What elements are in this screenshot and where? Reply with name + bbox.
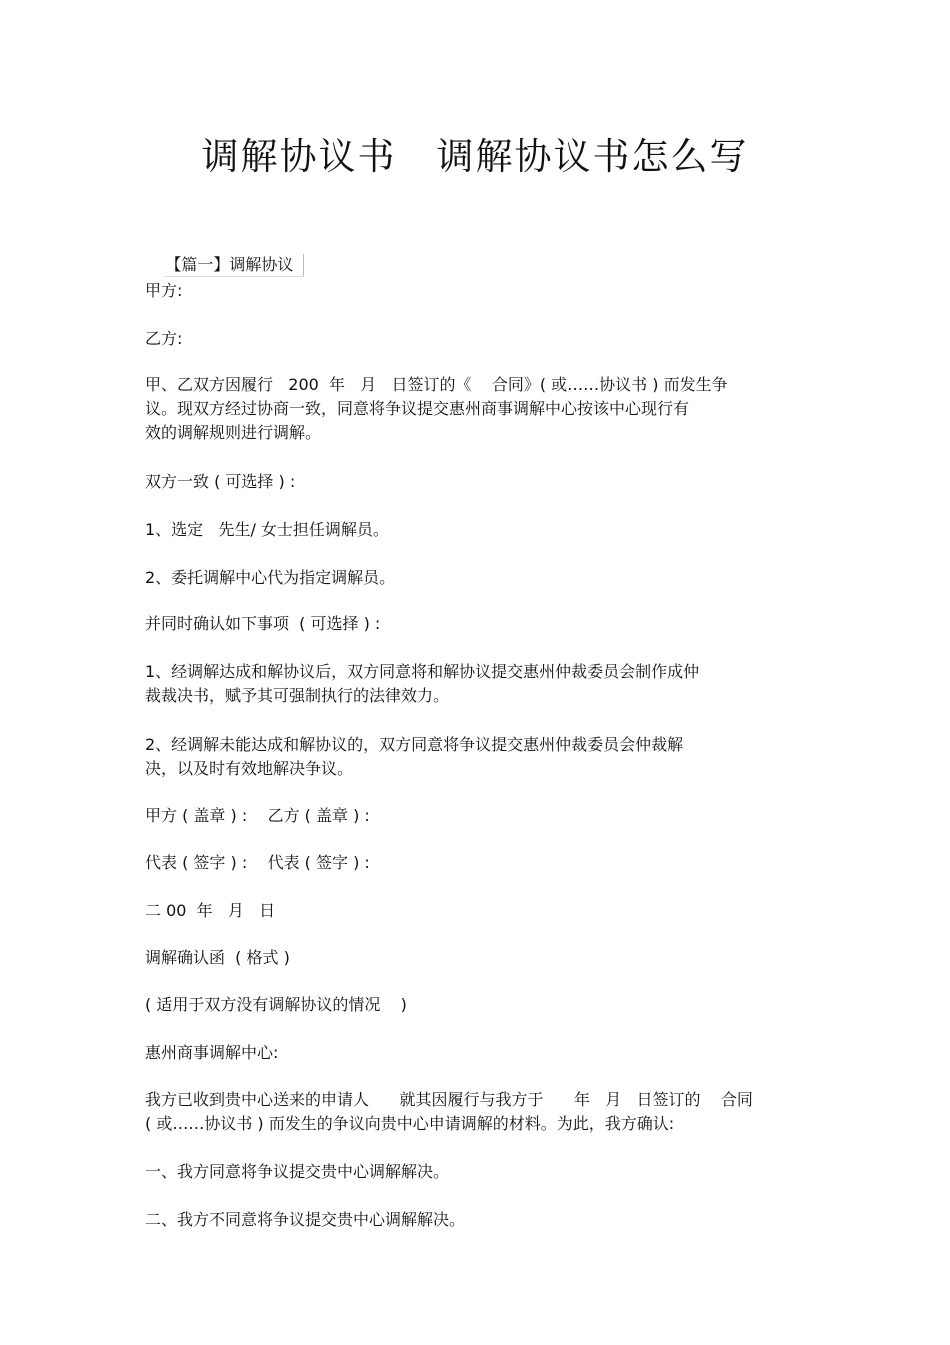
letter-body-line-2: ( 或……协议书 ) 而发生的争议向贵中心申请调解的材料。为此，我方确认: xyxy=(145,1114,675,1133)
date-line: 二 00 年 月 日 xyxy=(145,901,276,920)
agree-line: 双方一致 ( 可选择 ) : xyxy=(145,472,296,491)
intro-line-1: 甲、乙双方因履行 200 年 月 日签订的《 合同》( 或……协议书 ) 而发生争 xyxy=(145,375,728,394)
title-part-1: 调解协议书 xyxy=(201,135,397,178)
page-title xyxy=(0,126,950,180)
letter-title: 调解确认函 ( 格式 ) xyxy=(145,948,290,967)
party-b-line: 乙方: xyxy=(145,329,183,348)
intro-line-3: 效的调解规则进行调解。 xyxy=(145,423,322,442)
seal-line: 甲方 ( 盖章 ) : 乙方 ( 盖章 ) : xyxy=(145,806,370,825)
item-1-line-2: 裁裁决书，赋予其可强制执行的法律效力。 xyxy=(145,686,450,705)
choice-1: 一、我方同意将争议提交贵中心调解解决。 xyxy=(145,1162,450,1181)
choice-2: 二、我方不同意将争议提交贵中心调解解决。 xyxy=(145,1210,466,1229)
item-1-line-1: 1、经调解达成和解协议后，双方同意将和解协议提交惠州仲裁委员会制作成仲 xyxy=(145,662,700,681)
party-a-line: 甲方: xyxy=(145,281,183,300)
option-2: 2、委托调解中心代为指定调解员。 xyxy=(145,568,396,587)
item-2-line-2: 决，以及时有效地解决争议。 xyxy=(145,759,354,778)
applies-note: ( 适用于双方没有调解协议的情况 ) xyxy=(145,995,407,1014)
item-2-line-1: 2、经调解未能达成和解协议的，双方同意将争议提交惠州仲裁委员会仲裁解 xyxy=(145,735,684,754)
intro-line-2: 议。现双方经过协商一致，同意将争议提交惠州商事调解中心按该中心现行有 xyxy=(145,399,690,418)
letter-body-line-1: 我方已收到贵中心送来的申请人 就其因履行与我方于 年 月 日签订的 合同 xyxy=(145,1090,753,1109)
option-1: 1、选定 先生/ 女士担任调解员。 xyxy=(145,520,389,539)
addressee-line: 惠州商事调解中心: xyxy=(145,1043,279,1062)
title-part-2: 调解协议书怎么写 xyxy=(436,135,749,178)
sign-line: 代表 ( 签字 ) : 代表 ( 签字 ) : xyxy=(145,853,370,872)
confirm-line: 并同时确认如下事项 ( 可选择 ) : xyxy=(145,614,381,633)
section-head-label: 【篇一】调解协议 xyxy=(165,254,304,277)
